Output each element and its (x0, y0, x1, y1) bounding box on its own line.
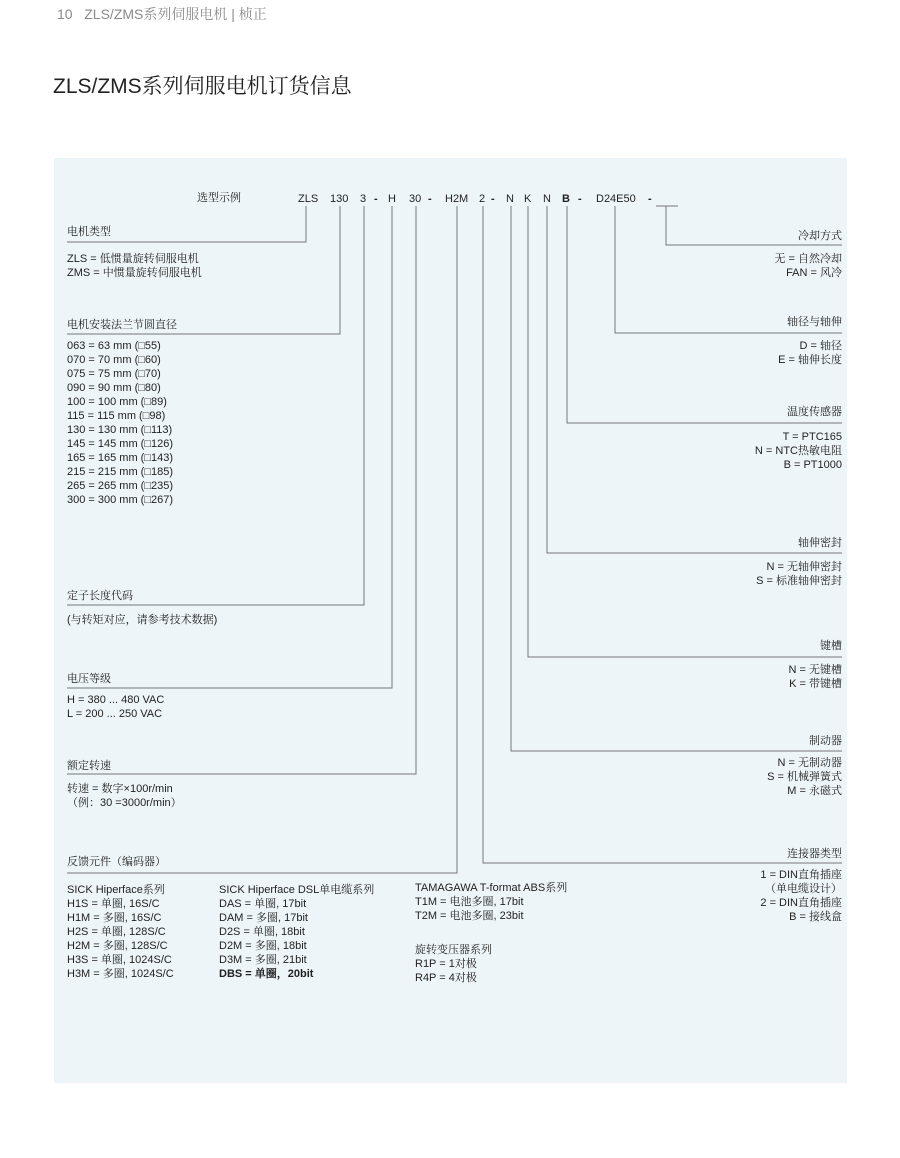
feedback-col1-line: H2S = 单圈, 128S/C (67, 926, 166, 938)
code-series: ZLS (298, 193, 319, 205)
cooling-line: 无 = 自然冷却 (774, 253, 842, 265)
voltage-line: H = 380 ... 480 VAC (67, 694, 165, 706)
code-feedback: H2M (445, 193, 469, 205)
brake-line: S = 机械弹簧式 (767, 771, 842, 783)
page-number: 10 (57, 6, 73, 22)
flange-line: 070 = 70 mm (□60) (67, 354, 161, 366)
code-dash: - (374, 193, 378, 205)
feedback-col2-line: SICK Hiperface DSL单电缆系列 (219, 884, 375, 896)
code-dash: - (491, 193, 495, 205)
code-speed: 30 (409, 193, 422, 205)
code-seal: N (543, 193, 551, 205)
feedback-col1-line: H1S = 单圈, 16S/C (67, 898, 160, 910)
flange-line: 130 = 130 mm (□113) (67, 424, 173, 436)
feedback-col2-line: D2M = 多圈, 18bit (219, 940, 307, 952)
key-line: N = 无键槽 (788, 664, 842, 676)
speed-line: 转速 = 数字×100r/min (67, 783, 173, 795)
feedback-col2-line: DBS = 单圈，20bit (219, 968, 314, 980)
seal-line: S = 标准轴伸密封 (756, 575, 842, 587)
feedback-col1-line: H3S = 单圈, 1024S/C (67, 954, 172, 966)
temp-line: T = PTC165 (782, 431, 842, 443)
code-stator: 3 (360, 193, 367, 205)
motor-type-line: ZMS = 中惯量旋转伺服电机 (67, 267, 202, 279)
code-temp: B (562, 193, 570, 205)
feedback-col1-line: H2M = 多圈, 128S/C (67, 940, 168, 952)
feedback-col2-line: D3M = 多圈, 21bit (219, 954, 307, 966)
feedback-col2-line: DAS = 单圈, 17bit (219, 898, 307, 910)
key-heading: 键槽 (820, 640, 842, 652)
connector-line: 2 = DIN直角插座 (760, 897, 842, 909)
running-header (57, 4, 267, 24)
shaft-line: D = 轴径 (799, 340, 842, 352)
feedback-heading: 反馈元件（编码器） (67, 856, 166, 868)
feedback-col1-line: H1M = 多圈, 16S/C (67, 912, 162, 924)
feedback-col3-line: T2M = 电池多圈, 23bit (415, 910, 524, 922)
feedback-col1-line: SICK Hiperface系列 (67, 884, 165, 896)
page-title: ZLS/ZMS系列伺服电机订货信息 (53, 75, 352, 98)
feedback-col2-line: D2S = 单圈, 18bit (219, 926, 305, 938)
temp-line: B = PT1000 (783, 459, 842, 471)
flange-line: 063 = 63 mm (□55) (67, 340, 161, 352)
voltage-heading: 电压等级 (67, 673, 111, 685)
shaft-heading: 轴径与轴伸 (787, 316, 842, 328)
temp-line: N = NTC热敏电阻 (754, 445, 842, 457)
code-shaft: D24E50 (596, 193, 636, 205)
code-dash: - (648, 193, 652, 205)
flange-line: 090 = 90 mm (□80) (67, 382, 161, 394)
feedback-col3-line: 旋转变压器系列 (415, 944, 492, 956)
flange-line: 215 = 215 mm (□185) (67, 466, 174, 478)
example-label: 选型示例 (197, 192, 241, 204)
flange-line: 165 = 165 mm (□143) (67, 452, 174, 464)
brake-line: N = 无制动器 (777, 757, 842, 769)
connector-heading: 连接器类型 (787, 848, 842, 860)
temp-heading: 温度传感器 (787, 406, 842, 418)
feedback-col3-line: R1P = 1对极 (415, 958, 477, 970)
running-title: ZLS/ZMS系列伺服电机 | 桢正 (84, 6, 267, 22)
flange-line: 300 = 300 mm (□267) (67, 494, 174, 506)
brake-heading: 制动器 (809, 735, 842, 747)
key-line: K = 带键槽 (789, 678, 842, 690)
flange-line: 145 = 145 mm (□126) (67, 438, 174, 450)
feedback-col3-line: T1M = 电池多圈, 17bit (415, 896, 524, 908)
seal-line: N = 无轴伸密封 (766, 561, 842, 573)
brake-line: M = 永磁式 (787, 785, 842, 797)
code-voltage: H (388, 193, 396, 205)
feedback-col3-line: R4P = 4对极 (415, 972, 477, 984)
flange-line: 265 = 265 mm (□235) (67, 480, 174, 492)
voltage-line: L = 200 ... 250 VAC (67, 708, 163, 720)
motor-type-line: ZLS = 低惯量旋转伺服电机 (67, 253, 199, 265)
code-brake: N (506, 193, 514, 205)
seal-heading: 轴伸密封 (798, 537, 842, 549)
motor-type-heading: 电机类型 (67, 226, 111, 238)
code-flange: 130 (330, 193, 349, 205)
flange-line: 100 = 100 mm (□89) (67, 396, 167, 408)
connector-line: 1 = DIN直角插座 (760, 869, 842, 881)
flange-line: 115 = 115 mm (□98) (67, 410, 166, 422)
speed-line: （例：30 =3000r/min） (67, 797, 182, 809)
feedback-col2-line: DAM = 多圈, 17bit (219, 912, 308, 924)
cooling-line: FAN = 风冷 (786, 267, 842, 279)
shaft-line: E = 轴伸长度 (778, 354, 842, 366)
connector-line: B = 接线盒 (789, 911, 842, 923)
stator-heading: 定子长度代码 (67, 590, 133, 602)
feedback-col3-line: TAMAGAWA T-format ABS系列 (415, 882, 568, 894)
code-key: K (524, 193, 532, 205)
speed-heading: 额定转速 (67, 760, 111, 772)
code-dash: - (578, 193, 582, 205)
flange-heading: 电机安装法兰节圆直径 (67, 319, 177, 331)
cooling-heading: 冷却方式 (798, 230, 842, 242)
code-connector: 2 (479, 193, 486, 205)
connector-line: （单电缆设计） (765, 883, 842, 895)
feedback-col1-line: H3M = 多圈, 1024S/C (67, 968, 174, 980)
stator-line: (与转矩对应，请参考技术数据) (67, 614, 218, 626)
flange-line: 075 = 75 mm (□70) (67, 368, 161, 380)
code-dash: - (428, 193, 432, 205)
